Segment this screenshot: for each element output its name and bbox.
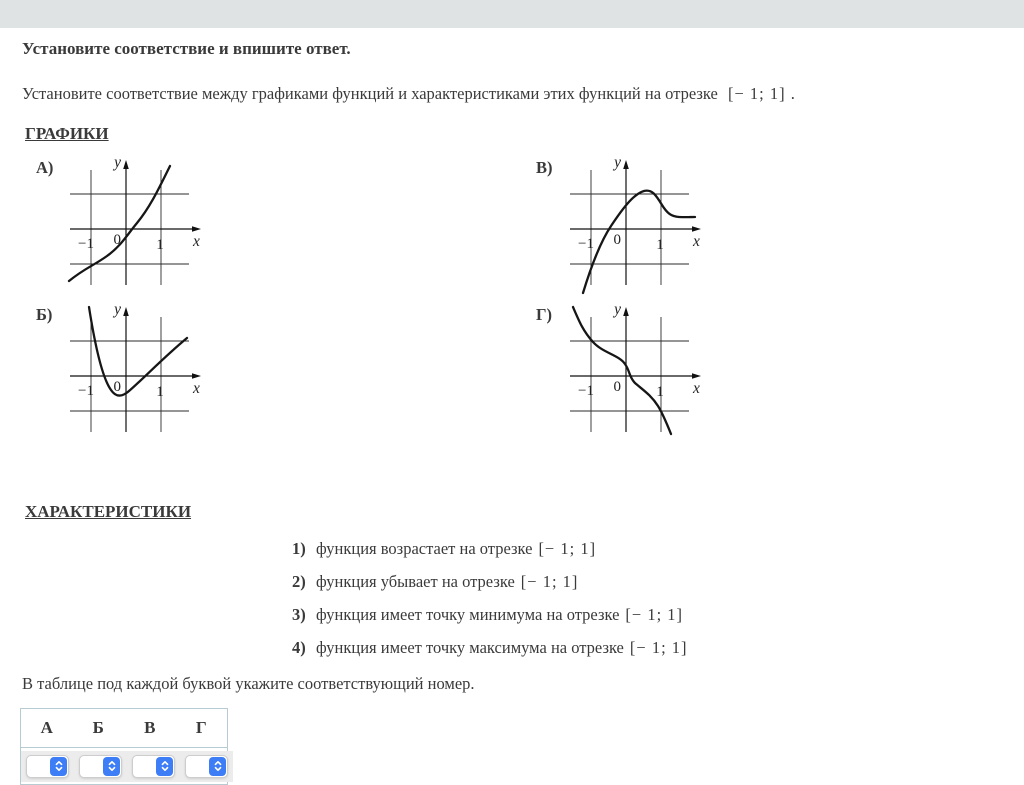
task-statement: [22, 84, 1002, 104]
answer-select-g[interactable]: [185, 755, 228, 778]
axis-label-y: y: [114, 301, 121, 318]
answer-instruction: В таблице под каждой буквой укажите соответствующий номер.: [22, 674, 475, 693]
tick-one: 1: [156, 237, 164, 253]
characteristic-interval: [− 1; 1]: [538, 539, 597, 558]
tick-one: 1: [656, 237, 664, 253]
answer-col-header-b: Б: [92, 718, 104, 737]
characteristic-number: 2): [292, 572, 306, 591]
answer-col-header-v: В: [144, 718, 156, 737]
tick-minus-one: −1: [578, 383, 594, 399]
y-axis-arrow-icon: [123, 307, 129, 316]
characteristic-text: функция возрастает на отрезке: [316, 539, 533, 558]
origin-label: 0: [113, 379, 121, 395]
graph-panel-v: [522, 154, 1002, 301]
graph-g-plot: [563, 301, 715, 446]
x-axis-arrow-icon: [192, 373, 201, 379]
answer-table-row: [21, 748, 227, 784]
select-stepper-icon: [50, 757, 67, 776]
axis-label-x: x: [193, 380, 200, 397]
graph-label-b: Б): [36, 305, 53, 324]
function-curve-b: [89, 307, 187, 396]
answer-cell-v: [127, 751, 180, 782]
axis-label-x: x: [693, 380, 700, 397]
answer-cell-b: [74, 751, 127, 782]
function-curve-v: [583, 191, 695, 293]
graph-label-g: Г): [536, 305, 552, 324]
tick-one: 1: [656, 384, 664, 400]
answer-cell-g: [180, 751, 233, 782]
function-curve-g: [573, 307, 671, 434]
task-interval: [− 1; 1] .: [727, 84, 796, 103]
exercise-heading: Установите соответствие и впишите ответ.: [22, 39, 351, 58]
select-stepper-icon: [209, 757, 226, 776]
characteristics-list: [292, 538, 1002, 658]
characteristic-interval: [− 1; 1]: [625, 605, 684, 624]
x-axis-arrow-icon: [692, 226, 701, 232]
answer-select-v[interactable]: [132, 755, 175, 778]
characteristic-interval: [− 1; 1]: [520, 572, 579, 591]
graphs-section-title: ГРАФИКИ: [25, 124, 109, 143]
graph-b-plot: [63, 301, 215, 446]
graph-panel-b: [22, 301, 522, 448]
x-axis-arrow-icon: [192, 226, 201, 232]
characteristic-text: функция имеет точку максимума на отрезке: [316, 638, 624, 657]
axis-label-y: y: [614, 301, 621, 318]
characteristic-text: функция имеет точку минимума на отрезке: [316, 605, 620, 624]
characteristics-section-title: ХАРАКТЕРИСТИКИ: [25, 502, 192, 521]
answer-cell-a: [21, 751, 74, 782]
task-text: Установите соответствие между графиками функций и характеристиками этих функций на отрезке: [22, 84, 718, 103]
characteristic-number: 4): [292, 638, 306, 657]
axis-label-y: y: [114, 154, 121, 171]
characteristic-item-4: [292, 637, 1002, 658]
characteristic-item-1: [292, 538, 1002, 559]
origin-label: 0: [613, 379, 621, 395]
graphs-grid: [22, 154, 1002, 448]
axis-label-y: y: [614, 154, 621, 171]
tick-minus-one: −1: [78, 383, 94, 399]
answer-select-b[interactable]: [79, 755, 122, 778]
y-axis-arrow-icon: [623, 160, 629, 169]
characteristic-text: функция убывает на отрезке: [316, 572, 515, 591]
graph-label-v: В): [536, 158, 553, 177]
x-axis-arrow-icon: [692, 373, 701, 379]
page-top-strip: [0, 0, 1024, 28]
characteristic-item-2: [292, 571, 1002, 592]
graph-panel-a: [22, 154, 522, 301]
answer-col-header-g: Г: [195, 718, 207, 737]
answer-table-header: [21, 709, 227, 748]
axis-label-x: x: [193, 233, 200, 250]
characteristic-number: 1): [292, 539, 306, 558]
y-axis-arrow-icon: [623, 307, 629, 316]
characteristic-item-3: [292, 604, 1002, 625]
tick-minus-one: −1: [78, 236, 94, 252]
axis-label-x: x: [693, 233, 700, 250]
graph-panel-g: [522, 301, 1002, 448]
origin-label: 0: [613, 232, 621, 248]
select-stepper-icon: [103, 757, 120, 776]
exercise-content: [0, 39, 1024, 785]
answer-select-a[interactable]: [26, 755, 69, 778]
graph-a-plot: [63, 154, 215, 299]
answer-table: [20, 708, 228, 785]
tick-minus-one: −1: [578, 236, 594, 252]
answer-col-header-a: А: [40, 718, 53, 737]
y-axis-arrow-icon: [123, 160, 129, 169]
origin-label: 0: [113, 232, 121, 248]
tick-one: 1: [156, 384, 164, 400]
select-stepper-icon: [156, 757, 173, 776]
characteristic-interval: [− 1; 1]: [629, 638, 688, 657]
characteristic-number: 3): [292, 605, 306, 624]
graph-label-a: А): [36, 158, 54, 177]
graph-v-plot: [563, 154, 715, 299]
